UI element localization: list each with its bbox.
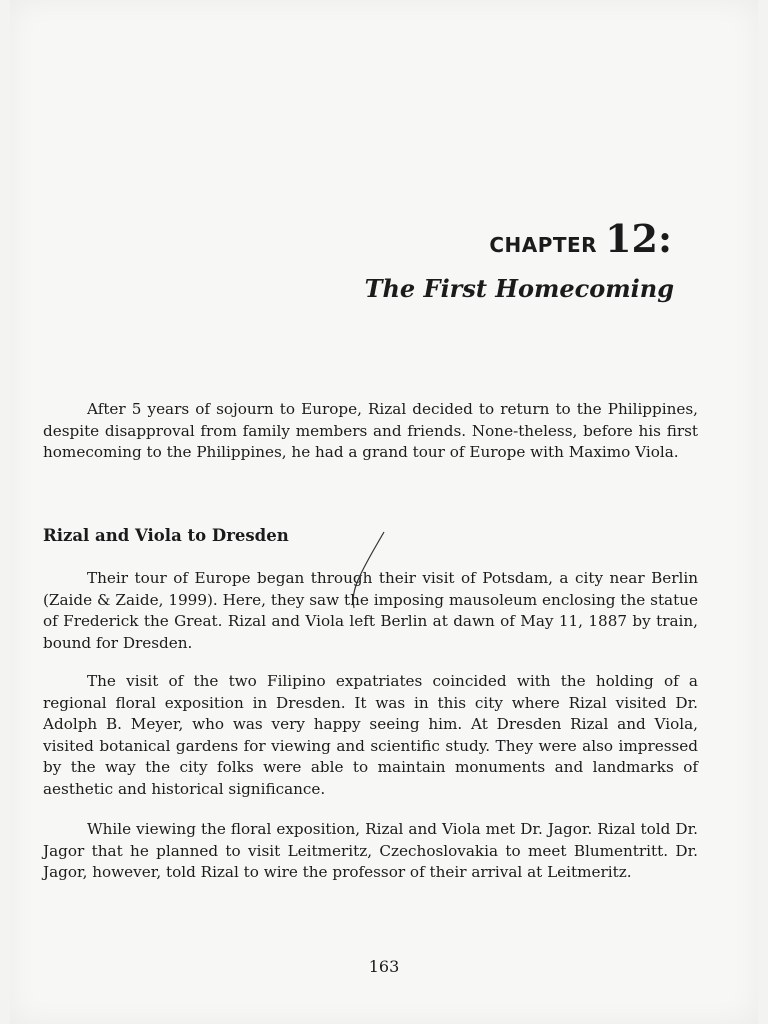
intro-paragraph: After 5 years of sojourn to Europe, Rizal decided to return to the Philippines, despite disapproval from family members and friends. None-theless, before his first homecoming to the Philippines, he had a grand tour of Europe with Maximo Viola.	[43, 400, 698, 461]
chapter-number: 12:	[605, 216, 672, 261]
chapter-label: CHAPTER	[489, 233, 598, 257]
section-paragraph-2: The visit of the two Filipino expatriates coincided with the holding of a regional floral exposition in Dresden. It was in this city where Rizal visited Dr. Adolph B. Meyer, who was very happy seeing him. At Dresden Rizal and Viola, visited botanical gardens for viewing and scientific study. They were also impressed by the way the city folks were able to maintain monuments and landmarks of aesthetic and historical significance.	[43, 672, 698, 798]
section-heading: Rizal and Viola to Dresden	[43, 526, 289, 545]
chapter-title: The First Homecoming	[364, 274, 674, 303]
chapter-heading	[489, 216, 672, 261]
section-paragraph-3: While viewing the floral exposition, Rizal and Viola met Dr. Jagor. Rizal told Dr. Jagor that he planned to visit Leitmeritz, Czechoslovakia to meet Blumentritt. Dr. Jagor, however, told Rizal to wire the professor of their arrival at Leitmeritz.	[43, 820, 698, 881]
book-page	[10, 0, 758, 1024]
page-number: 163	[368, 957, 400, 976]
section-paragraph-1: Their tour of Europe began through their visit of Potsdam, a city near Berlin (Zaide & Zaide, 1999). Here, they saw the imposing mausoleum enclosing the statue of Frederick the Great. Rizal and Viola left Berlin at dawn of May 11, 1887 by train, bound for Dresden.	[43, 569, 698, 652]
